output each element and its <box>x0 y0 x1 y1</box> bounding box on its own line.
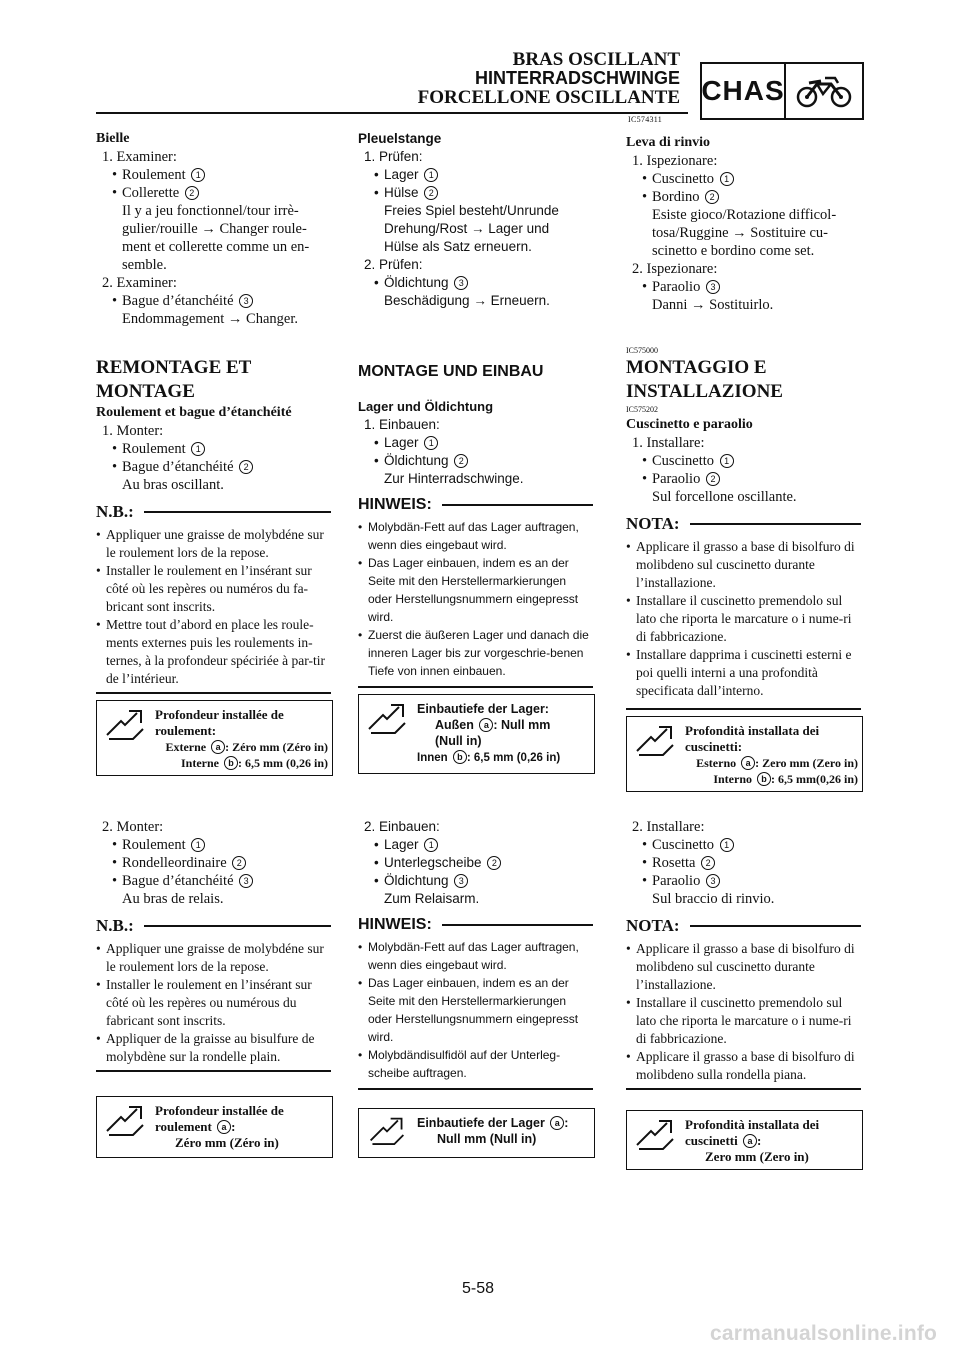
it-note-heading: NOTA: <box>626 916 861 936</box>
spec-body: Einbautiefe der Lager: Außen a : Null mm (Null in) Innen b : 6,5 mm (0,26 in) <box>417 702 561 764</box>
title-de: HINTERRADSCHWINGE <box>475 68 680 88</box>
fr-section-title: REMONTAGE ET MONTAGE <box>96 357 252 402</box>
it-text: Danni → Sostituirlo. <box>652 297 774 313</box>
fr-b-step: 2. Monter: <box>102 819 164 835</box>
de-note-b <box>358 938 593 1082</box>
spec-body: Profondità installata dei cuscinetti: Esterno a : Zero mm (Zero in) Interno b : 6,5 mm(0,26 in) <box>685 723 858 786</box>
fr-note-heading: N.B.: <box>96 502 331 522</box>
fr-step2: 2. Examiner: <box>102 275 177 291</box>
col-fr-assembly <box>96 356 331 688</box>
it-b-step: 2. Installare: <box>632 819 705 835</box>
col-it-top <box>626 134 861 314</box>
note-item: • Installare il cuscinetto premendolo sul lato che riporta le marcature o i nume-ri di fabbricazione. <box>626 994 861 1048</box>
fr-note-end-rule <box>96 692 331 694</box>
note-item: • Zuerst die äußeren Lager und danach die inneren Lager bis zur vorgeschrie-benen Tiefe von innen einbauen. <box>358 626 593 680</box>
note-item: • Installer le roulement en l’insérant sur côté où les repères ou numéros du fa-bricant sont inscrits. <box>96 562 331 616</box>
it-b-dest: Sul braccio di rinvio. <box>652 891 775 907</box>
section-code: IC575000 <box>626 346 658 355</box>
fr-b-item: • Roulement 1 <box>96 836 331 854</box>
col-fr-top <box>96 130 331 328</box>
de-a-dest: Zur Hinterradschwinge. <box>384 471 524 486</box>
col-de-top <box>358 130 593 310</box>
note-item: • Applicare il grasso a base di bisolfuro di molibdeno sul cuscinetto durante l’installazione. <box>626 538 861 592</box>
wrench-icon <box>359 695 415 773</box>
it-step1: 1. Ispezionare: <box>632 153 718 169</box>
note-item: • Appliquer une graisse de molybdéne sur le roulement lors de la repose. <box>96 526 331 562</box>
watermark: carmanualsonline.info <box>710 1322 938 1345</box>
note-item: • Molybdändisulfidöl auf der Unterleg-scheibe auftragen. <box>358 1046 593 1082</box>
it-text: tosa/Ruggine → Sostituire cu- <box>652 225 828 241</box>
it-spec-box-2 <box>626 1110 863 1170</box>
de-a-step: 1. Einbauen: <box>364 417 440 432</box>
fr-a-dest: Au bras oscillant. <box>122 477 224 493</box>
note-item: • Das Lager einbauen, indem es an der Seite mit den Herstellermarkierungen oder Herstellungsnummern eingepresst wird. <box>358 974 593 1046</box>
it-subtitle: Cuscinetto e paraolio <box>626 417 753 432</box>
it-note-end-rule <box>626 1088 861 1090</box>
fr-b-item: • Rondelleordinaire 2 <box>96 854 331 872</box>
note-item: • Applicare il grasso a base di bisolfuro di molibdeno sulla rondella piana. <box>626 1048 861 1084</box>
note-item: • Mettre tout d’abord en place les roule-ments externes puis les roulements in-ternes, à la profondeur spéciriée à par-tir de l’intérieur. <box>96 616 331 688</box>
de-section-title: MONTAGE UND EINBAU <box>358 363 544 380</box>
note-item: • Das Lager einbauen, indem es an der Seite mit den Herstellermarkierungen oder Herstellungsnummern eingepresst wird. <box>358 554 593 626</box>
it-a-step: 1. Installare: <box>632 435 705 451</box>
de-b-item: • Öldichtung 3 <box>358 872 593 890</box>
de-a-item: • Öldichtung 2 <box>358 452 593 470</box>
wrench-icon <box>627 717 683 791</box>
fr-text: semble. <box>122 257 167 273</box>
fr-a-step: 1. Monter: <box>102 423 164 439</box>
fr-spec-box-2 <box>96 1096 333 1158</box>
de-note-a <box>358 518 593 680</box>
de-b-dest: Zum Relaisarm. <box>384 891 480 906</box>
de-step1: 1. Prüfen: <box>364 149 423 164</box>
fr-a-item: • Roulement 1 <box>96 440 331 458</box>
wrench-icon <box>359 1109 415 1157</box>
de-a-item: • Lager 1 <box>358 434 593 452</box>
it-a-item: • Paraolio 2 <box>626 470 861 488</box>
fr-item: • Collerette 2 <box>96 184 331 202</box>
note-item: • Installer le roulement en l’insérant sur côté où les repères ou numérous du fabricant sont inscrits. <box>96 976 331 1030</box>
section-code-top: IC574311 <box>628 115 663 124</box>
fr-subtitle: Roulement et bague d’étanchéité <box>96 405 292 420</box>
fr-text: gulier/rouille → Changer roule- <box>122 221 307 237</box>
spec-body: Profondeur installée de roulement a : Zéro mm (Zéro in) <box>155 1103 284 1150</box>
fr-note-heading: N.B.: <box>96 916 331 936</box>
note-item: • Molybdän-Fett auf das Lager auftragen, wenn dies eingebaut wird. <box>358 518 593 554</box>
it-spec-box-1 <box>626 716 863 792</box>
col-de-assembly <box>358 360 593 680</box>
note-item: • Installare dapprima i cuscinetti esterni e poi quelli interni a una profondità specificata dall’interno. <box>626 646 861 700</box>
it-item: • Paraolio 3 <box>626 278 861 296</box>
title-fr: BRAS OSCILLANT <box>512 49 680 70</box>
it-note-a <box>626 538 861 700</box>
de-text: Hülse als Satz erneuern. <box>384 239 532 254</box>
de-note-heading: HINWEIS: <box>358 916 593 934</box>
note-item: • Applicare il grasso a base di bisolfuro di molibdeno sul cuscinetto durante l’installazione. <box>626 940 861 994</box>
motorcycle-icon <box>786 64 862 118</box>
de-b-item: • Lager 1 <box>358 836 593 854</box>
wrench-icon <box>97 1097 153 1157</box>
chapter-badge <box>700 62 864 120</box>
header-titles <box>380 50 680 107</box>
de-b-step: 2. Einbauen: <box>364 819 440 834</box>
header-rule <box>96 112 688 114</box>
it-text: Esiste gioco/Rotazione difficol- <box>652 207 837 223</box>
fr-b-item: • Bague d’étanchéité 3 <box>96 872 331 890</box>
note-item: • Molybdän-Fett auf das Lager auftragen, wenn dies eingebaut wird. <box>358 938 593 974</box>
col-it-assembly <box>626 346 861 700</box>
fr-item: • Bague d’étanchéité 3 <box>96 292 331 310</box>
fr-spec-box-1 <box>96 700 333 776</box>
de-spec-box-2 <box>358 1108 595 1158</box>
it-item: • Cuscinetto 1 <box>626 170 861 188</box>
it-step2: 2. Ispezionare: <box>632 261 718 277</box>
it-note-end-rule <box>626 708 861 710</box>
it-b-item: • Paraolio 3 <box>626 872 861 890</box>
wrench-icon <box>97 701 153 775</box>
spec-body: Profondità installata dei cuscinetti a : Zero mm (Zero in) <box>685 1117 820 1164</box>
de-spec-box-1 <box>358 694 595 774</box>
note-item: • Appliquer de la graisse au bisulfure de molybdène sur la rondelle plain. <box>96 1030 331 1066</box>
de-text: Drehung/Rost → Lager und <box>384 221 550 236</box>
chapter-code: CHAS <box>702 64 786 118</box>
page-number: 5-58 <box>462 1280 495 1297</box>
de-subtitle: Lager und Öldichtung <box>358 399 494 414</box>
fr-note-b <box>96 940 331 1066</box>
de-item: • Lager 1 <box>358 166 593 184</box>
de-text: Beschädigung → Erneuern. <box>384 293 550 308</box>
fr-b-dest: Au bras de relais. <box>122 891 224 907</box>
spec-body: Profondeur installée de roulement: Externe a : Zéro mm (Zéro in) Interne b : 6,5 mm (0,26 in) <box>155 707 328 770</box>
col-it-b <box>626 818 861 1084</box>
fr-top-subtitle: Bielle <box>96 131 130 146</box>
col-fr-b <box>96 818 331 1066</box>
fr-a-item: • Bague d’étanchéité 2 <box>96 458 331 476</box>
col-de-b <box>358 818 593 1082</box>
fr-item: • Roulement 1 <box>96 166 331 184</box>
title-it: FORCELLONE OSCILLANTE <box>417 87 680 108</box>
fr-note-a <box>96 526 331 688</box>
fr-text: ment et collerette comme un en- <box>122 239 310 255</box>
de-item: • Öldichtung 3 <box>358 274 593 292</box>
it-text: scinetto e bordino come set. <box>652 243 815 259</box>
fr-text: Il y a jeu fonctionnel/tour irrè- <box>122 203 299 219</box>
de-note-heading: HINWEIS: <box>358 496 593 514</box>
de-note-end-rule <box>358 1088 593 1090</box>
it-a-item: • Cuscinetto 1 <box>626 452 861 470</box>
fr-note-end-rule <box>96 1070 331 1072</box>
de-b-item: • Unterlegscheibe 2 <box>358 854 593 872</box>
it-note-b <box>626 940 861 1084</box>
spec-body: Einbautiefe der Lager a : Null mm (Null in) <box>417 1116 569 1146</box>
de-top-subtitle: Pleuelstange <box>358 131 442 146</box>
de-text: Freies Spiel besteht/Unrunde <box>384 203 559 218</box>
wrench-icon <box>627 1111 683 1169</box>
it-item: • Bordino 2 <box>626 188 861 206</box>
it-top-subtitle: Leva di rinvio <box>626 135 711 150</box>
de-item: • Hülse 2 <box>358 184 593 202</box>
note-item: • Appliquer une graisse de molybdéne sur le roulement lors de la repose. <box>96 940 331 976</box>
de-note-end-rule <box>358 686 593 688</box>
fr-text: Endommagement → Changer. <box>122 311 298 327</box>
fr-step1: 1. Examiner: <box>102 149 177 165</box>
it-note-heading: NOTA: <box>626 514 861 534</box>
it-b-item: • Rosetta 2 <box>626 854 861 872</box>
it-a-dest: Sul forcellone oscillante. <box>652 489 797 505</box>
note-item: • Installare il cuscinetto premendolo sul lato che riporta le marcature o i nume-ri di fabbricazione. <box>626 592 861 646</box>
section-code: IC575202 <box>626 405 658 414</box>
it-b-item: • Cuscinetto 1 <box>626 836 861 854</box>
de-step2: 2. Prüfen: <box>364 257 423 272</box>
it-section-title: MONTAGGIO E INSTALLAZIONE <box>626 357 783 402</box>
